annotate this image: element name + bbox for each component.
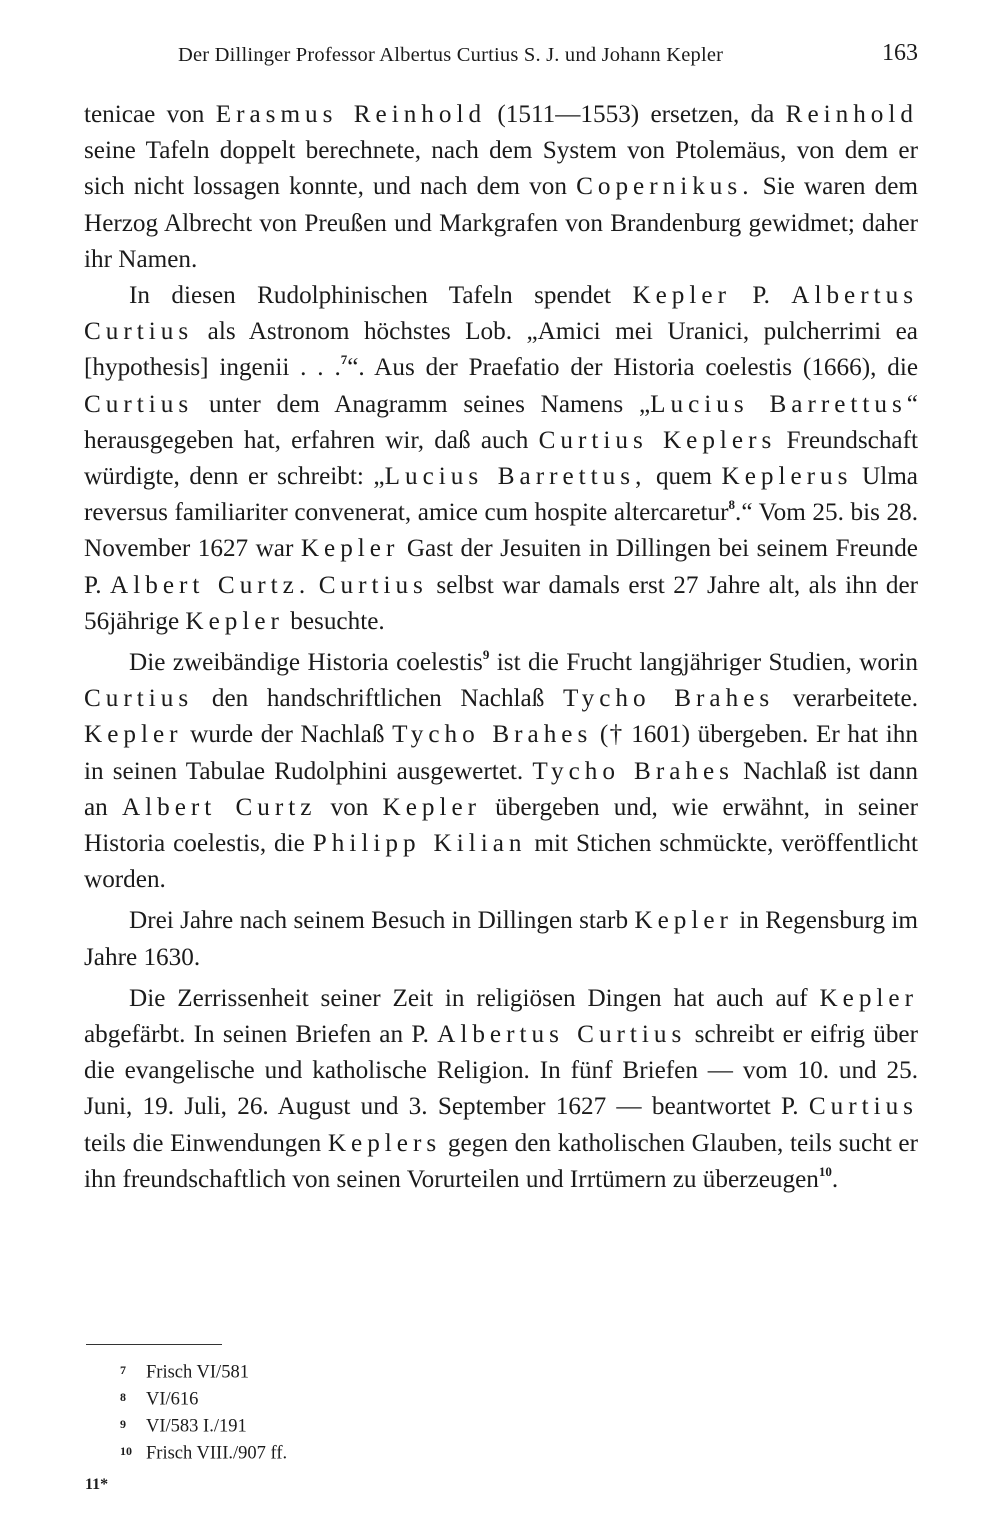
footnote-number: 7	[120, 1363, 126, 1377]
text-run: Freundschaft würdigte, denn er schreibt: „	[84, 426, 918, 491]
running-title: Der Dillinger Professor Albertus Curtius S. J. und Johann Kepler	[178, 44, 724, 66]
spaced-name: Albertus Curtius	[437, 1021, 687, 1049]
text-run: tenicae von	[84, 101, 216, 128]
text-run: “. Aus der Praefatio der Historia coelestis (1666), die	[347, 354, 918, 382]
text-run: abgefärbt. In seinen Briefen an P.	[84, 1021, 438, 1049]
text-run: In diesen Rudolphinischen Tafeln spendet	[129, 282, 633, 310]
text-run: unter dem Anagramm seines Namens „	[193, 390, 651, 418]
page-number: 163	[882, 40, 918, 66]
text-run: Die zweibändige Historia coelestis	[129, 649, 483, 677]
spaced-name: Lucius Barrettus,	[384, 463, 647, 491]
text-run: Drei Jahre nach seinem Besuch in Dillingen starb	[129, 907, 635, 935]
spaced-name: Kepler	[300, 535, 400, 563]
spaced-name: Kepler	[632, 282, 731, 310]
text-run: übergeben und, wie erwähnt, in seiner Historia coelestis, die	[84, 793, 918, 858]
spaced-name: Copernikus.	[576, 173, 754, 201]
footnote-rule	[86, 1344, 222, 1345]
spaced-name: Keplerus	[721, 463, 853, 491]
footnote-ref: 10	[818, 1163, 832, 1179]
spaced-name: Kepler	[84, 721, 183, 749]
text-run: verarbeitete.	[774, 685, 919, 713]
footnote-text: Frisch VIII./907 ff.	[146, 1443, 288, 1464]
text-run: Nachlaß ist dann an	[84, 757, 919, 821]
spaced-name: Kepler	[634, 907, 733, 935]
text-run: teils die Einwendungen	[84, 1129, 328, 1157]
spaced-name: Keplers	[327, 1129, 442, 1157]
spaced-name: Tycho Brahes	[392, 721, 593, 749]
text-run: ist die Frucht langjähriger Studien, worin	[489, 649, 918, 677]
text-run: wurde der Nachlaß	[182, 721, 393, 749]
spaced-name: Kepler	[819, 984, 918, 1012]
paragraph-1	[84, 97, 918, 278]
footnote	[120, 1439, 620, 1466]
spaced-name: Curtius	[84, 685, 194, 713]
footnotes	[120, 1358, 620, 1466]
paragraph-4	[84, 903, 918, 975]
text-run: Ulma reversus familiariter convenerat, amice cum hospite altercaretur	[84, 463, 918, 527]
spaced-name: Curtius Keplers	[538, 426, 777, 454]
text-run: (1511—1553) ersetzen, da	[486, 101, 786, 128]
spaced-name: Albert Curtz	[121, 793, 317, 821]
footnote-number: 10	[120, 1444, 132, 1459]
spaced-name: Tycho Brahes	[532, 757, 734, 785]
spaced-name: Tycho Brahes	[562, 685, 775, 713]
spaced-name: Kepler	[185, 607, 284, 635]
text-run: schreibt er eifrig über die evangelische und katholische Religion. In fünf Briefen — vom 10. und 25. Juni, 19. Juli, 26. August und 3. September 1627 — beantwortet P.	[84, 1021, 918, 1121]
footnote-text: Frisch VI/581	[146, 1362, 249, 1383]
spaced-name: Curtius	[318, 571, 428, 599]
text-run: gegen den katholischen Glauben, teils sucht er ihn freundschaftlich von seinen Vorurteilen und Irrtümern zu überzeugen	[84, 1129, 918, 1193]
spaced-name: Kepler	[382, 793, 482, 821]
spaced-name: Erasmus Reinhold	[215, 101, 487, 128]
footnote-text: VI/616	[146, 1389, 199, 1410]
footnote	[120, 1412, 620, 1439]
text-run: von	[316, 793, 383, 821]
paragraph-2	[84, 278, 918, 640]
text-run: als Astronom höchstes Lob. „Amici mei Uranici, pulcherrimi ea [hypothesis] ingenii . . .	[84, 318, 918, 382]
text-run: .“ Vom 25. bis 28. November 1627 war	[84, 499, 918, 563]
footnote-number: 8	[120, 1390, 126, 1405]
footnote-ref: 7	[340, 352, 348, 368]
spaced-name: Lucius Barrettus	[650, 390, 907, 418]
paragraph-5	[84, 981, 918, 1198]
text-run: quem	[646, 463, 722, 491]
text-run: († 1601) übergeben. Er hat ihn in seinen Tabulae Rudolphini ausgewertet.	[84, 721, 918, 785]
text-run: P.	[730, 282, 792, 310]
footnote-ref: 9	[482, 647, 490, 662]
footnote-text: VI/583 I./191	[146, 1416, 247, 1437]
signature-mark: 11*	[85, 1476, 109, 1493]
text-run	[310, 572, 319, 599]
paragraph-3	[84, 645, 918, 898]
text-run: in Regensburg im Jahre 1630.	[84, 907, 918, 971]
footnote-ref: 8	[728, 497, 736, 513]
text-run: .	[831, 1165, 839, 1193]
text-run: Sie waren dem Herzog Albrecht von Preußen und Markgrafen von Brandenburg gewidmet; daher ihr Namen.	[84, 173, 918, 273]
text-run: seine Tafeln doppelt berechnete, nach dem System von Ptolemäus, von dem er sich nicht lossagen konnte, und nach dem von	[84, 137, 918, 201]
text-run: Die Zerrissenheit seiner Zeit in religiösen Dingen hat auch auf	[129, 984, 820, 1012]
spaced-name: Reinhold	[785, 101, 918, 128]
spaced-name: Curtius	[808, 1093, 918, 1121]
text-run: Gast der Jesuiten in Dillingen bei seinem Freunde P.	[84, 535, 918, 599]
text-run: mit Stichen schmückte, veröffentlicht worden.	[84, 830, 918, 894]
text-run: den handschriftlichen Nachlaß	[193, 685, 563, 713]
footnote	[120, 1358, 620, 1385]
footnote-number: 9	[120, 1417, 126, 1432]
text-run: “ herausgegeben hat, erfahren wir, daß auch	[84, 390, 918, 454]
spaced-name: Curtius	[84, 390, 194, 418]
text-run: selbst war damals erst 27 Jahre alt, als ihn der 56jährige	[84, 571, 919, 635]
spaced-name: Philipp Kilian	[312, 830, 527, 858]
text-run: besuchte.	[283, 607, 385, 635]
spaced-name: Albert Curtz.	[110, 571, 311, 599]
running-head	[178, 40, 918, 74]
body-text	[84, 97, 918, 1198]
spaced-name: Albertus Curtius	[84, 282, 919, 346]
footnote	[120, 1385, 620, 1412]
